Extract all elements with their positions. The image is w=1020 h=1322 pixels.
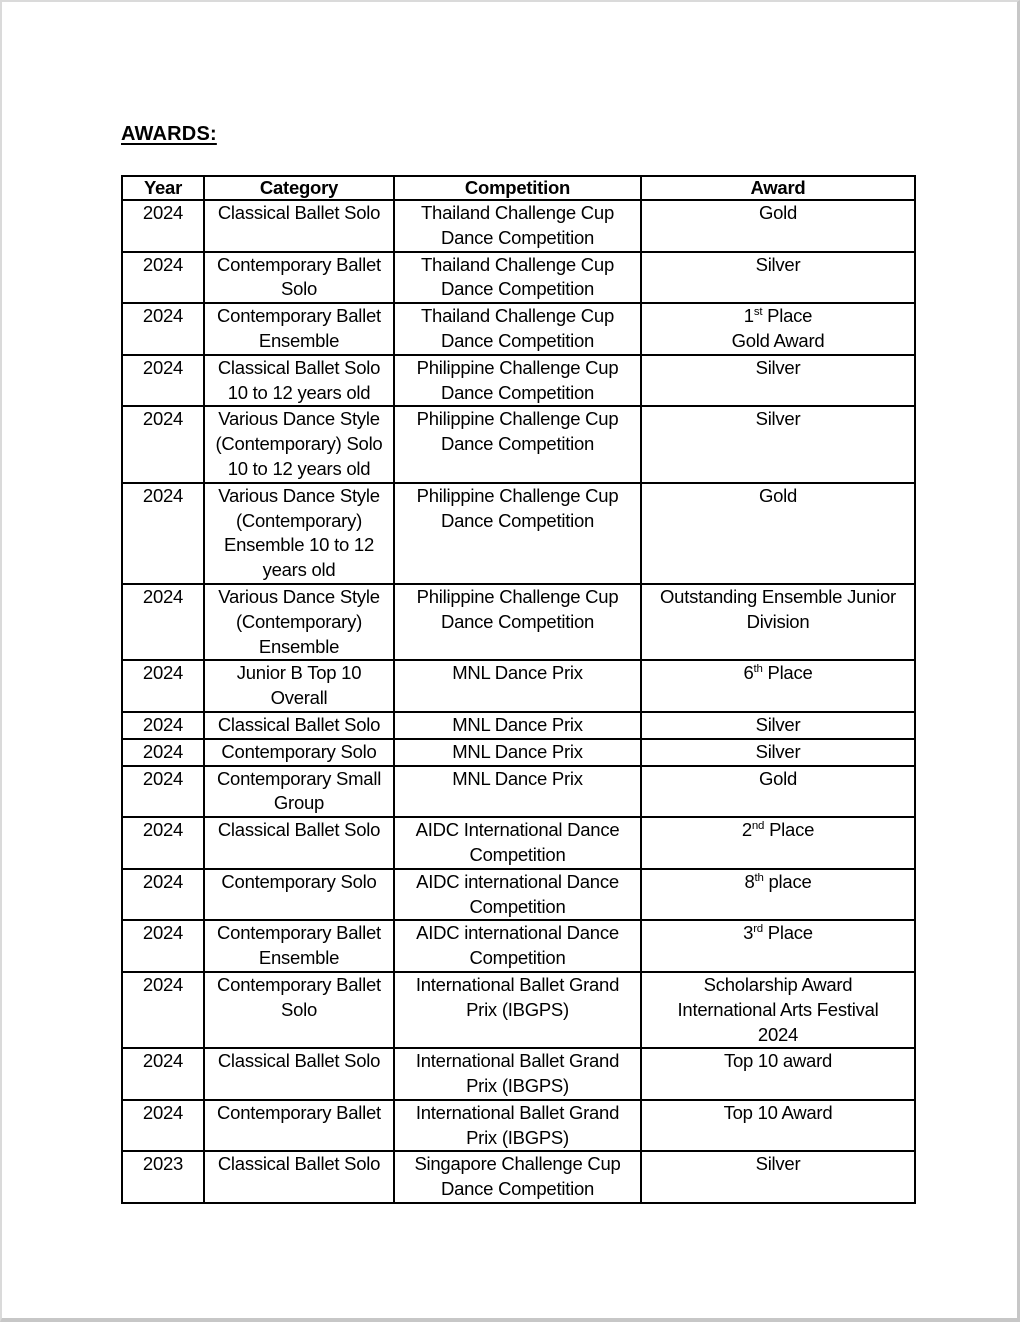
competition-cell: Philippine Challenge Cup Dance Competition xyxy=(394,483,641,584)
year-cell: 2024 xyxy=(122,660,204,712)
award-cell: Silver xyxy=(641,252,915,304)
table-row xyxy=(122,1048,915,1100)
year-cell: 2024 xyxy=(122,483,204,584)
competition-cell: International Ballet Grand Prix (IBGPS) xyxy=(394,972,641,1048)
award-cell: Gold xyxy=(641,200,915,252)
table-row xyxy=(122,200,915,252)
year-cell: 2024 xyxy=(122,355,204,407)
year-cell: 2024 xyxy=(122,920,204,972)
year-cell: 2024 xyxy=(122,739,204,766)
category-cell: Classical Ballet Solo xyxy=(204,1151,394,1203)
award-cell: 1st Place Gold Award xyxy=(641,303,915,355)
category-cell: Various Dance Style (Contemporary) Solo 10 to 12 years old xyxy=(204,406,394,482)
category-cell: Contemporary Ballet Solo xyxy=(204,252,394,304)
column-header-year: Year xyxy=(122,176,204,200)
table-row xyxy=(122,766,915,818)
award-cell: Top 10 Award xyxy=(641,1100,915,1152)
competition-cell: Singapore Challenge Cup Dance Competition xyxy=(394,1151,641,1203)
table-row xyxy=(122,483,915,584)
category-cell: Contemporary Ballet Ensemble xyxy=(204,303,394,355)
award-cell: 2nd Place xyxy=(641,817,915,869)
table-row xyxy=(122,972,915,1048)
year-cell: 2024 xyxy=(122,1100,204,1152)
table-body xyxy=(122,200,915,1203)
table-row xyxy=(122,252,915,304)
competition-cell: Philippine Challenge Cup Dance Competition xyxy=(394,355,641,407)
competition-cell: Philippine Challenge Cup Dance Competition xyxy=(394,584,641,660)
year-cell: 2023 xyxy=(122,1151,204,1203)
category-cell: Contemporary Small Group xyxy=(204,766,394,818)
table-row xyxy=(122,712,915,739)
category-cell: Contemporary Solo xyxy=(204,739,394,766)
award-cell: Gold xyxy=(641,766,915,818)
category-cell: Classical Ballet Solo xyxy=(204,200,394,252)
category-cell: Classical Ballet Solo xyxy=(204,712,394,739)
competition-cell: Thailand Challenge Cup Dance Competition xyxy=(394,303,641,355)
category-cell: Various Dance Style (Contemporary) Ensemble xyxy=(204,584,394,660)
year-cell: 2024 xyxy=(122,406,204,482)
competition-cell: MNL Dance Prix xyxy=(394,712,641,739)
table-row xyxy=(122,406,915,482)
page-title: AWARDS: xyxy=(121,123,217,145)
category-cell: Junior B Top 10 Overall xyxy=(204,660,394,712)
competition-cell: International Ballet Grand Prix (IBGPS) xyxy=(394,1048,641,1100)
competition-cell: MNL Dance Prix xyxy=(394,766,641,818)
table-row xyxy=(122,303,915,355)
award-cell: Gold xyxy=(641,483,915,584)
table-row xyxy=(122,1100,915,1152)
year-cell: 2024 xyxy=(122,766,204,818)
award-cell: Silver xyxy=(641,712,915,739)
category-cell: Classical Ballet Solo xyxy=(204,817,394,869)
award-cell: 3rd Place xyxy=(641,920,915,972)
award-cell: Silver xyxy=(641,406,915,482)
category-cell: Various Dance Style (Contemporary) Ensemble 10 to 12 years old xyxy=(204,483,394,584)
competition-cell: Thailand Challenge Cup Dance Competition xyxy=(394,200,641,252)
column-header-competition: Competition xyxy=(394,176,641,200)
table-row xyxy=(122,920,915,972)
year-cell: 2024 xyxy=(122,1048,204,1100)
table-row xyxy=(122,584,915,660)
year-cell: 2024 xyxy=(122,252,204,304)
award-cell: 6th Place xyxy=(641,660,915,712)
table-row xyxy=(122,817,915,869)
year-cell: 2024 xyxy=(122,972,204,1048)
category-cell: Classical Ballet Solo xyxy=(204,1048,394,1100)
table-row xyxy=(122,1151,915,1203)
table-header xyxy=(122,176,915,200)
table-row xyxy=(122,660,915,712)
year-cell: 2024 xyxy=(122,869,204,921)
award-cell: Silver xyxy=(641,739,915,766)
category-cell: Contemporary Solo xyxy=(204,869,394,921)
category-cell: Contemporary Ballet Solo xyxy=(204,972,394,1048)
competition-cell: AIDC international Dance Competition xyxy=(394,869,641,921)
year-cell: 2024 xyxy=(122,303,204,355)
competition-cell: Philippine Challenge Cup Dance Competition xyxy=(394,406,641,482)
table-row xyxy=(122,355,915,407)
category-cell: Classical Ballet Solo 10 to 12 years old xyxy=(204,355,394,407)
competition-cell: MNL Dance Prix xyxy=(394,660,641,712)
awards-table xyxy=(121,175,916,1204)
year-cell: 2024 xyxy=(122,200,204,252)
competition-cell: Thailand Challenge Cup Dance Competition xyxy=(394,252,641,304)
year-cell: 2024 xyxy=(122,584,204,660)
year-cell: 2024 xyxy=(122,712,204,739)
award-cell: Scholarship Award International Arts Festival 2024 xyxy=(641,972,915,1048)
category-cell: Contemporary Ballet xyxy=(204,1100,394,1152)
award-cell: Top 10 award xyxy=(641,1048,915,1100)
column-header-award: Award xyxy=(641,176,915,200)
award-cell: Outstanding Ensemble Junior Division xyxy=(641,584,915,660)
award-cell: Silver xyxy=(641,355,915,407)
table-row xyxy=(122,869,915,921)
competition-cell: International Ballet Grand Prix (IBGPS) xyxy=(394,1100,641,1152)
competition-cell: AIDC international Dance Competition xyxy=(394,920,641,972)
column-header-category: Category xyxy=(204,176,394,200)
award-cell: Silver xyxy=(641,1151,915,1203)
table-header-row xyxy=(122,176,915,200)
table-row xyxy=(122,739,915,766)
competition-cell: AIDC International Dance Competition xyxy=(394,817,641,869)
competition-cell: MNL Dance Prix xyxy=(394,739,641,766)
category-cell: Contemporary Ballet Ensemble xyxy=(204,920,394,972)
year-cell: 2024 xyxy=(122,817,204,869)
award-cell: 8th place xyxy=(641,869,915,921)
